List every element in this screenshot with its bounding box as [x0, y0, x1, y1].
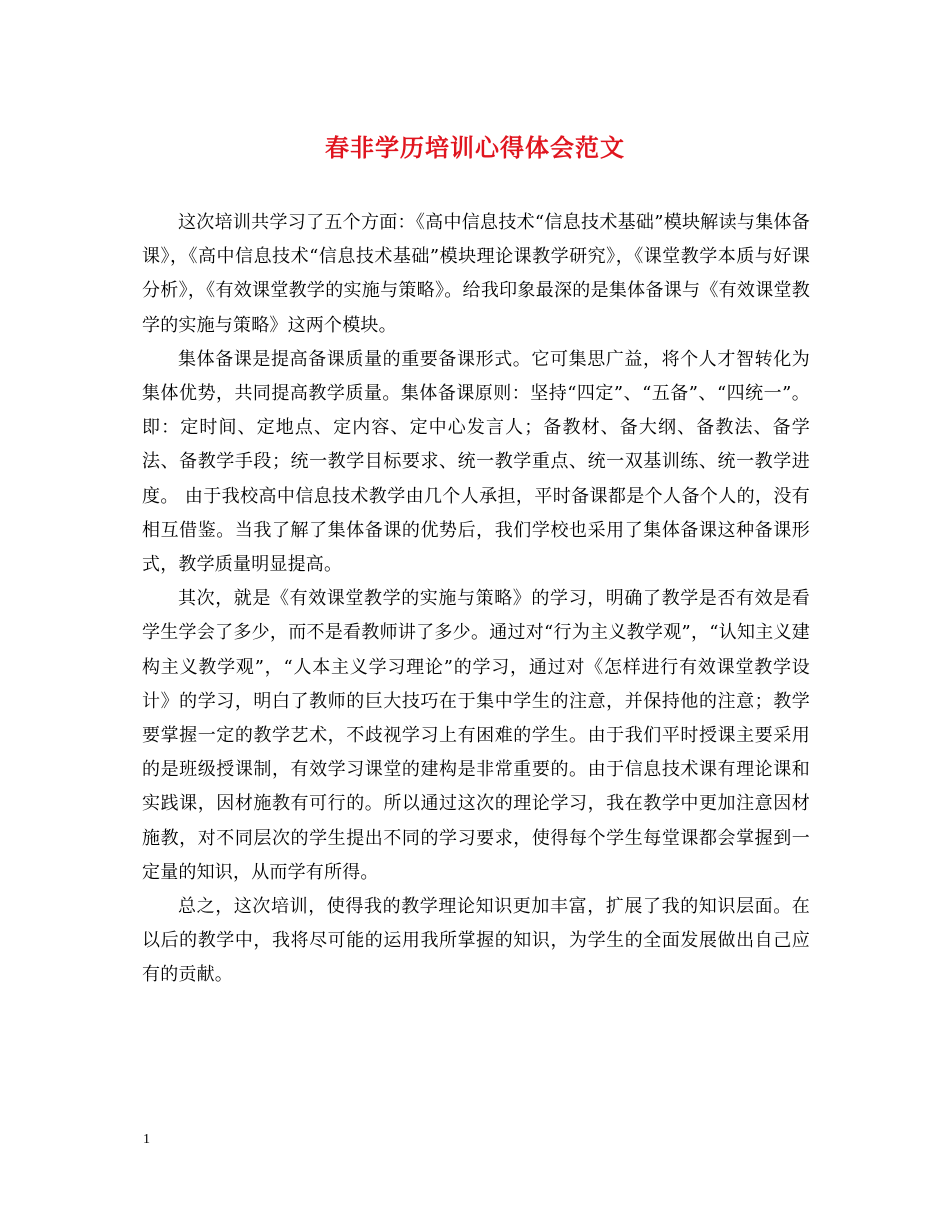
document-body — [142, 206, 810, 993]
paragraph-1: 这次培训共学习了五个方面：《高中信息技术“信息技术基础”模块解读与集体备课》，《高中信息技术“信息技术基础”模块理论课教学研究》，《课堂教学本质与好课分析》，《有效课堂教学的实施与策略》。给我印象最深的是集体备课与《有效课堂教学的实施与策略》这两个模块。 — [142, 212, 810, 336]
paragraph-3: 其次，就是《有效课堂教学的实施与策略》的学习，明确了教学是否有效是看学生学会了多少，而不是看教师讲了多少。通过对“行为主义教学观”，“认知主义建构主义教学观”，“人本主义学习理论”的学习，通过对《怎样进行有效课堂教学设计》的学习，明白了教师的巨大技巧在于集中学生的注意，并保持他的注意；教学要掌握一定的教学艺术，不歧视学习上有困难的学生。由于我们平时授课主要采用的是班级授课制，有效学习课堂的建构是非常重要的。由于信息技术课有理论课和实践课，因材施教有可行的。所以通过这次的理论学习，我在教学中更加注意因材施教，对不同层次的学生提出不同的学习要求，使得每个学生每堂课都会掌握到一定量的知识，从而学有所得。 — [142, 588, 810, 883]
document-title: 春非学历培训心得体会范文 — [325, 133, 625, 162]
paragraph-4: 总之，这次培训，使得我的教学理论知识更加丰富，扩展了我的知识层面。在以后的教学中，我将尽可能的运用我所掌握的知识，为学生的全面发展做出自己应有的贡献。 — [142, 896, 810, 986]
page-number: 1 — [143, 1132, 150, 1147]
paragraph-2: 集体备课是提高备课质量的重要备课形式。它可集思广益，将个人才智转化为集体优势，共同提高教学质量。集体备课原则：坚持“四定”、“五备”、“四统一”。即：定时间、定地点、定内容、定中心发言人；备教材、备大纲、备教法、备学法、备教学手段；统一教学目标要求、统一教学重点、统一双基训练、统一教学进度。 由于我校高中信息技术教学由几个人承担，平时备课都是个人备个人的，没有相互借鉴。当我了解了集体备课的优势后，我们学校也采用了集体备课这种备课形式，教学质量明显提高。 — [142, 348, 810, 576]
